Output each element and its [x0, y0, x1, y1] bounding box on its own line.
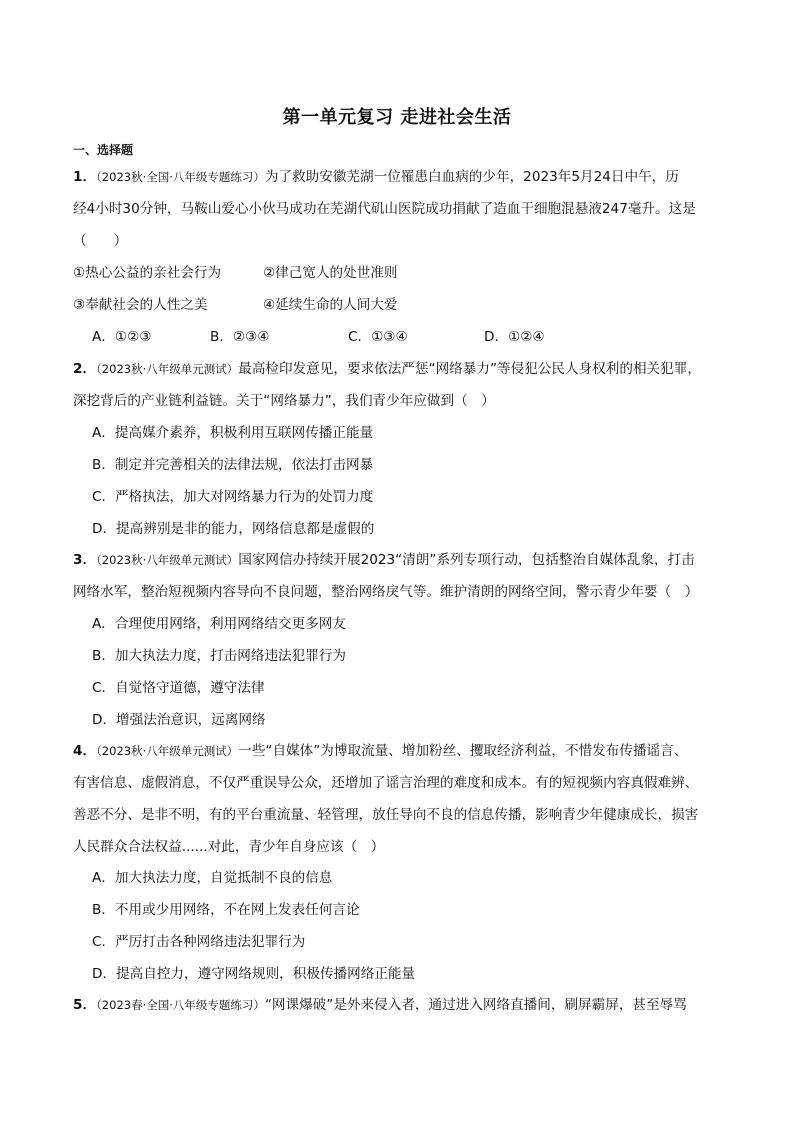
question-source: （2023秋·八年级单元测试） — [96, 744, 239, 758]
statement: ①热心公益的亲社会行为 — [73, 265, 222, 281]
question-source: （2023秋·全国·八年级专题练习） — [96, 170, 265, 184]
option-c: C．①③④ — [348, 329, 408, 345]
question-1-statements-row-1 — [73, 261, 398, 281]
question-text: 最高检印发意见，要求依法严惩“网络暴力”等侵犯公民人身权利的相关犯罪， — [238, 361, 701, 377]
statement: ③奉献社会的人性之美 — [73, 297, 208, 313]
question-text: 一些“自媒体”为博取流量、增加粉丝、攫取经济利益，不惜发布传播谣言、 — [238, 743, 688, 759]
question-source: （2023秋·八年级单元测试） — [96, 553, 239, 567]
option-a: A．提高媒介素养，积极利用互联网传播正能量 — [92, 425, 374, 441]
option-a: A．合理使用网络，利用网络结交更多网友 — [92, 616, 346, 632]
question-text: 为了救助安徽芜湖一位罹患白血病的少年，2023年5月24日中午，历 — [264, 169, 679, 185]
question-5-line-1 — [73, 993, 687, 1013]
question-source: （2023秋·八年级单元测试） — [96, 362, 239, 376]
option-c: C．严厉打击各种网络违法犯罪行为 — [92, 934, 306, 950]
question-4-line-2: 有害信息、虚假消息，不仅严重误导公众，还增加了谣言治理的难度和成本。有的短视频内容真假难辨、 — [73, 775, 699, 791]
question-3-line-2: 网络水军，整治短视频内容导向不良问题，整治网络戾气等。维护清朗的网络空间，警示青少年要（ ） — [73, 584, 699, 600]
question-text: 国家网信办持续开展2023“清朗”系列专项行动，包括整治自媒体乱象，打击 — [238, 552, 695, 568]
question-2-line-1 — [73, 357, 701, 377]
question-source: （2023春·全国·八年级专题练习） — [96, 998, 265, 1012]
question-number: 2． — [73, 361, 97, 377]
question-3-line-1 — [73, 548, 695, 568]
option-b: B．制定并完善相关的法律法规，依法打击网暴 — [92, 457, 374, 473]
question-1-options — [92, 325, 545, 345]
question-text: “网课爆破”是外来侵入者，通过进入网络直播间，刷屏霸屏，甚至辱骂 — [264, 997, 687, 1013]
question-number: 5． — [73, 997, 97, 1013]
question-1-statements-row-2 — [73, 293, 398, 313]
question-4-line-1 — [73, 739, 687, 759]
page-title: 第一单元复习 走进社会生活 — [282, 107, 512, 128]
option-d: D．增强法治意识，远离网络 — [92, 712, 266, 728]
option-c: C．严格执法，加大对网络暴力行为的处罚力度 — [92, 489, 374, 505]
option-d: D．提高自控力，遵守网络规则，积极传播网络正能量 — [92, 966, 416, 982]
section-heading: 一、选择题 — [73, 143, 134, 157]
option-a: A．加大执法力度，自觉抵制不良的信息 — [92, 870, 333, 886]
question-4-line-4: 人民群众合法权益......对此，青少年自身应该（ ） — [73, 839, 385, 855]
question-1-line-2: 经4小时30分钟，马鞍山爱心小伙马成功在芜湖代矶山医院成功捐献了造血干细胞混悬液247毫升。这是 — [73, 201, 696, 217]
statement: ④延续生命的人间大爱 — [263, 297, 398, 313]
question-number: 3． — [73, 552, 97, 568]
option-b: B．不用或少用网络，不在网上发表任何言论 — [92, 902, 360, 918]
option-b: B．加大执法力度，打击网络违法犯罪行为 — [92, 648, 347, 664]
question-number: 1． — [73, 169, 97, 185]
option-c: C．自觉恪守道德，遵守法律 — [92, 680, 265, 696]
statement: ②律己宽人的处世准则 — [263, 265, 398, 281]
option-d: D．提高辨别是非的能力，网络信息都是虚假的 — [92, 521, 375, 537]
option-a: A．①②③ — [92, 329, 152, 345]
question-1-line-1 — [73, 165, 679, 185]
question-2-line-2: 深挖背后的产业链利益链。关于“网络暴力”，我们青少年应做到（ ） — [73, 393, 495, 409]
option-d: D．①②④ — [484, 329, 545, 345]
question-4-line-3: 善恶不分、是非不明，有的平台重流量、轻管理，放任导向不良的信息传播，影响青少年健康成长，损害 — [73, 807, 699, 823]
question-1-line-3: （ ） — [73, 233, 128, 249]
question-number: 4． — [73, 743, 97, 759]
option-b: B．②③④ — [210, 329, 270, 345]
